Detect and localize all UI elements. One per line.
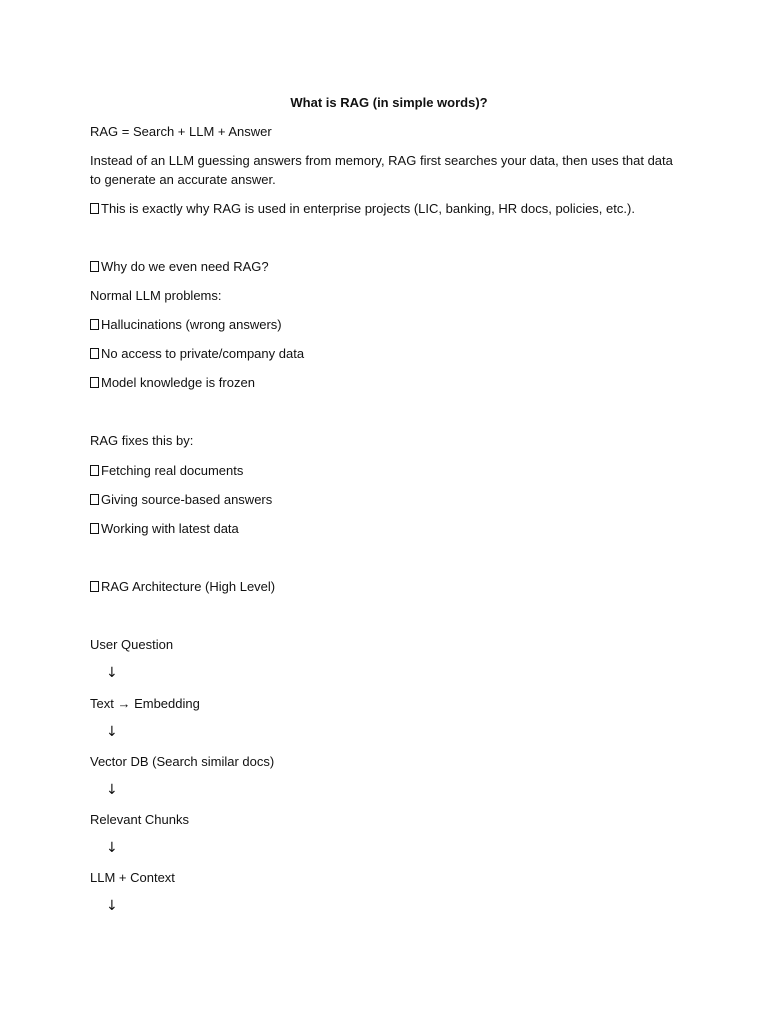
fix-text: Fetching real documents bbox=[101, 463, 244, 478]
list-item bbox=[90, 519, 690, 538]
missing-glyph-icon bbox=[90, 348, 99, 359]
intro-paragraph: Instead of an LLM guessing answers from memory, RAG first searches your data, then uses that data to generate an accurate answer. bbox=[90, 153, 673, 187]
enterprise-note-text: This is exactly why RAG is used in enterprise projects (LIC, banking, HR docs, policies, etc.). bbox=[101, 201, 635, 216]
flow-step: User Question bbox=[90, 637, 174, 652]
why-heading bbox=[90, 257, 690, 276]
missing-glyph-icon bbox=[90, 319, 99, 330]
architecture-heading bbox=[90, 577, 690, 596]
missing-glyph-icon bbox=[90, 494, 99, 505]
missing-glyph-icon bbox=[90, 203, 99, 214]
missing-glyph-icon bbox=[90, 581, 99, 592]
down-arrow-icon: ↓ bbox=[106, 898, 118, 914]
down-arrow-icon: ↓ bbox=[106, 840, 118, 856]
down-arrow-icon: ↓ bbox=[106, 782, 118, 798]
fix-text: Giving source-based answers bbox=[101, 492, 273, 507]
missing-glyph-icon bbox=[90, 465, 99, 476]
missing-glyph-icon bbox=[90, 523, 99, 534]
list-item bbox=[90, 490, 690, 509]
missing-glyph-icon bbox=[90, 377, 99, 388]
missing-glyph-icon bbox=[90, 261, 99, 272]
problem-text: No access to private/company data bbox=[101, 346, 305, 361]
down-arrow-icon: ↓ bbox=[106, 724, 118, 740]
list-item bbox=[90, 344, 690, 363]
why-heading-text: Why do we even need RAG? bbox=[101, 259, 269, 274]
list-item bbox=[90, 315, 690, 334]
problem-text: Hallucinations (wrong answers) bbox=[101, 317, 282, 332]
flow-step: Text → Embedding bbox=[90, 696, 200, 711]
architecture-heading-text: RAG Architecture (High Level) bbox=[101, 579, 276, 594]
rag-equation: RAG = Search + LLM + Answer bbox=[90, 124, 272, 139]
problems-label: Normal LLM problems: bbox=[90, 288, 222, 303]
list-item bbox=[90, 461, 690, 480]
enterprise-note bbox=[90, 199, 690, 218]
fix-text: Working with latest data bbox=[101, 521, 239, 536]
problem-text: Model knowledge is frozen bbox=[101, 375, 255, 390]
fixes-label: RAG fixes this by: bbox=[90, 433, 194, 448]
flow-step: Relevant Chunks bbox=[90, 812, 189, 827]
down-arrow-icon: ↓ bbox=[106, 665, 118, 681]
document-title: What is RAG (in simple words)? bbox=[290, 95, 488, 110]
flow-step: LLM + Context bbox=[90, 870, 175, 885]
list-item bbox=[90, 373, 690, 392]
flow-step: Vector DB (Search similar docs) bbox=[90, 754, 275, 769]
